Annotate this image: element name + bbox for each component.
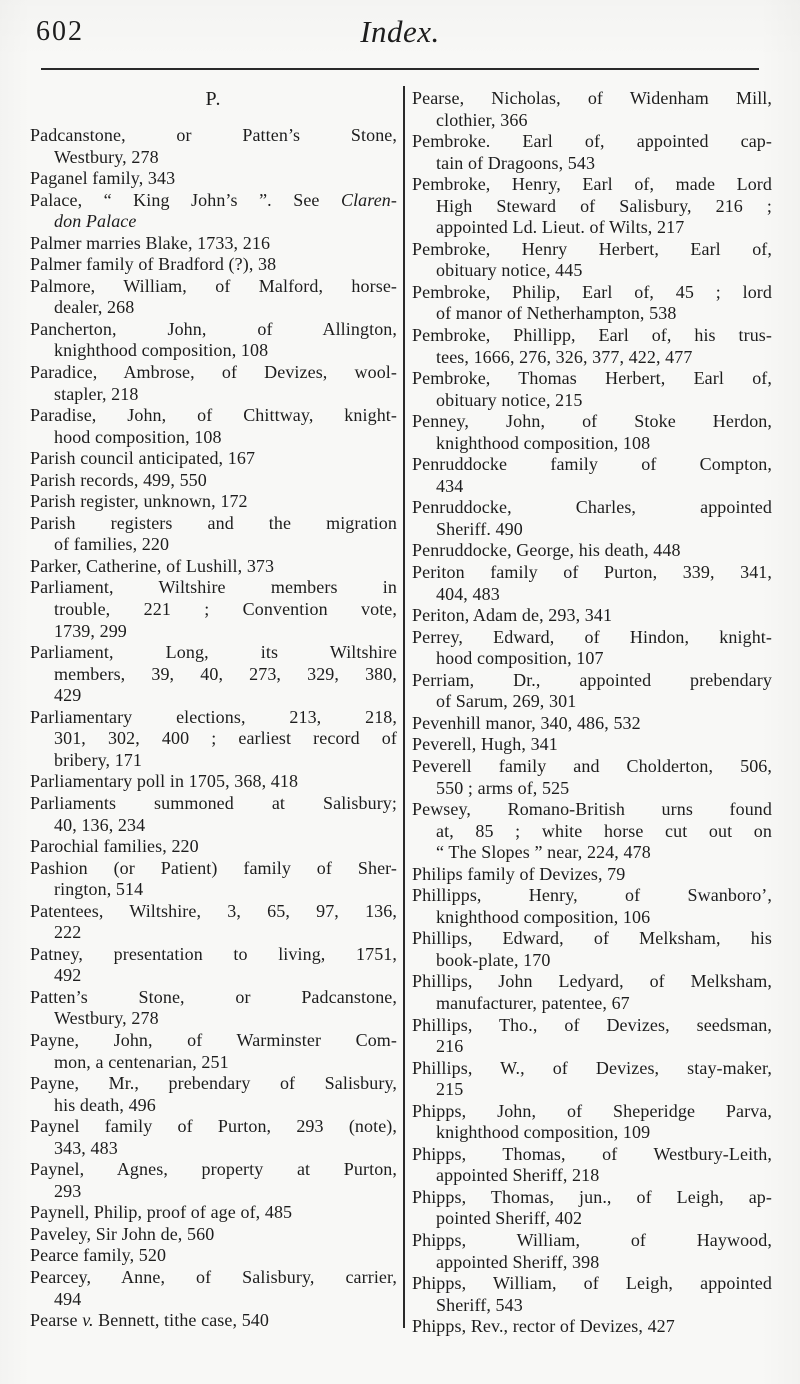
entry-line: Pembroke, Thomas Herbert, Earl of, bbox=[412, 368, 772, 389]
entry-line: Palmer marries Blake, 1733, 216 bbox=[30, 232, 271, 253]
index-entry bbox=[30, 1310, 397, 1332]
entry-continuation-line: hood composition, 108 bbox=[54, 426, 222, 447]
entry-line: Paveley, Sir John de, 560 bbox=[30, 1223, 215, 1244]
index-entry bbox=[412, 627, 772, 670]
index-entry bbox=[30, 1116, 397, 1159]
entry-continuation-line: mon, a centenarian, 251 bbox=[54, 1051, 229, 1072]
entry-continuation-line: 40, 136, 234 bbox=[54, 814, 146, 835]
entry-continuation-line: 550 ; arms of, 525 bbox=[436, 777, 570, 798]
index-entry bbox=[412, 1273, 772, 1316]
entry-line: Parish council anticipated, 167 bbox=[30, 448, 256, 469]
entry-continuation-line: of Sarum, 269, 301 bbox=[436, 691, 577, 712]
entry-line: Phillips, John Ledyard, of Melksham, bbox=[412, 971, 772, 992]
entry-continuation-line: 301, 302, 400 ; earliest record of bbox=[54, 728, 397, 749]
entry-line: Parliament, Wiltshire members in bbox=[30, 577, 397, 598]
entry-line: Philips family of Devizes, 79 bbox=[412, 863, 626, 884]
index-entry bbox=[412, 1058, 772, 1101]
index-entry bbox=[412, 131, 772, 174]
entry-continuation-line: members, 39, 40, 273, 329, 380, bbox=[54, 663, 397, 684]
entry-continuation-line: book-plate, 170 bbox=[436, 949, 551, 970]
entry-line: Padcanstone, or Patten’s Stone, bbox=[30, 125, 397, 145]
entry-line: Phipps, Thomas, jun., of Leigh, ap- bbox=[412, 1186, 772, 1207]
entry-continuation-line: High Steward of Salisbury, 216 ; bbox=[436, 195, 772, 216]
entry-continuation-line: knighthood composition, 106 bbox=[436, 906, 651, 927]
entry-continuation-line: clothier, 366 bbox=[436, 109, 528, 130]
index-entry bbox=[412, 239, 772, 282]
index-entry bbox=[412, 497, 772, 540]
index-entry bbox=[412, 605, 772, 627]
entry-line: Pembroke. Earl of, appointed cap- bbox=[412, 131, 772, 152]
index-entry bbox=[412, 756, 772, 799]
entry-continuation-line: trouble, 221 ; Convention vote, bbox=[54, 599, 397, 620]
entry-continuation-line: appointed Ld. Lieut. of Wilts, 217 bbox=[436, 217, 685, 238]
page-title: Index. bbox=[360, 14, 440, 49]
index-entry bbox=[412, 1316, 772, 1338]
entry-line: Pembroke, Philip, Earl of, 45 ; lord bbox=[412, 281, 772, 302]
index-entry bbox=[412, 885, 772, 928]
entry-continuation-line: Westbury, 278 bbox=[54, 1008, 159, 1029]
entry-line: Phipps, Thomas, of Westbury-Leith, bbox=[412, 1143, 772, 1164]
index-entry bbox=[30, 1030, 397, 1073]
index-entry bbox=[30, 1202, 397, 1224]
index-entry bbox=[30, 771, 397, 793]
index-entry bbox=[30, 233, 397, 255]
header-rule bbox=[41, 68, 759, 70]
entry-line: Paganel family, 343 bbox=[30, 168, 176, 189]
entry-line: Paynell, Philip, proof of age of, 485 bbox=[30, 1202, 293, 1223]
index-entry bbox=[412, 1015, 772, 1058]
index-entry bbox=[30, 1245, 397, 1267]
index-entry bbox=[30, 1159, 397, 1202]
index-entry bbox=[30, 987, 397, 1030]
entry-line: Pembroke, Henry Herbert, Earl of, bbox=[412, 238, 772, 259]
entry-line: Phipps, Rev., rector of Devizes, 427 bbox=[412, 1316, 675, 1337]
index-entry bbox=[30, 448, 397, 470]
entry-line: Pashion (or Patient) family of Sher- bbox=[30, 857, 397, 878]
index-entry bbox=[412, 174, 772, 239]
entry-line: Periton family of Purton, 339, 341, bbox=[412, 562, 772, 583]
index-entry bbox=[30, 125, 397, 168]
index-entry bbox=[30, 168, 397, 190]
index-entry bbox=[412, 1144, 772, 1187]
index-entry bbox=[412, 325, 772, 368]
index-entry bbox=[412, 1230, 772, 1273]
entry-line: Patten’s Stone, or Padcanstone, bbox=[30, 986, 397, 1007]
index-entry bbox=[412, 864, 772, 886]
index-entry bbox=[30, 836, 397, 858]
entry-continuation-line: knighthood composition, 108 bbox=[54, 340, 269, 361]
entry-line: Pembroke, Phillipp, Earl of, his trus- bbox=[412, 325, 772, 346]
index-entry bbox=[412, 282, 772, 325]
entry-line: Periton, Adam de, 293, 341 bbox=[412, 605, 613, 626]
entry-line: Perriam, Dr., appointed prebendary bbox=[412, 669, 772, 690]
index-entry bbox=[30, 276, 397, 319]
entry-continuation-line: Sheriff, 543 bbox=[436, 1294, 523, 1315]
index-entry bbox=[30, 793, 397, 836]
entry-line: Parker, Catherine, of Lushill, 373 bbox=[30, 555, 275, 576]
entry-continuation-line: rington, 514 bbox=[54, 879, 144, 900]
entry-line: Payne, John, of Warminster Com- bbox=[30, 1029, 397, 1050]
entry-line: Paynel family of Purton, 293 (note), bbox=[30, 1116, 397, 1137]
entry-line: Pancherton, John, of Allington, bbox=[30, 318, 397, 339]
index-entry bbox=[30, 707, 397, 772]
entry-line: Phillipps, Henry, of Swanboro’, bbox=[412, 885, 772, 906]
index-entry bbox=[30, 362, 397, 405]
index-entry bbox=[30, 254, 397, 276]
index-entry bbox=[30, 405, 397, 448]
entry-continuation-line: 1739, 299 bbox=[54, 620, 127, 641]
entry-continuation-line: knighthood composition, 108 bbox=[436, 432, 651, 453]
entry-line: Patentees, Wiltshire, 3, 65, 97, 136, bbox=[30, 900, 397, 921]
index-entry bbox=[30, 642, 397, 707]
entry-continuation-line: pointed Sheriff, 402 bbox=[436, 1208, 583, 1229]
entry-continuation-line: obituary notice, 215 bbox=[436, 389, 583, 410]
index-entry bbox=[412, 411, 772, 454]
entry-line: Phillips, W., of Devizes, stay-maker, bbox=[412, 1057, 772, 1078]
index-entry bbox=[412, 713, 772, 735]
entry-continuation-line: obituary notice, 445 bbox=[436, 260, 583, 281]
entry-continuation-line: tain of Dragoons, 543 bbox=[436, 152, 596, 173]
entry-line: Pearce family, 520 bbox=[30, 1245, 167, 1266]
entry-line: Parish registers and the migration bbox=[30, 512, 397, 533]
left-column bbox=[30, 88, 397, 1332]
entry-continuation-line: stapler, 218 bbox=[54, 383, 139, 404]
section-heading: P. bbox=[205, 88, 222, 110]
entry-line: Peverell, Hugh, 341 bbox=[412, 734, 558, 755]
entry-line: Penney, John, of Stoke Herdon, bbox=[412, 411, 772, 432]
index-entry bbox=[30, 513, 397, 556]
entry-line: Penruddocke family of Compton, bbox=[412, 454, 772, 475]
entry-continuation-line: tees, 1666, 276, 326, 377, 422, 477 bbox=[436, 346, 693, 367]
entry-line: Payne, Mr., prebendary of Salisbury, bbox=[30, 1073, 397, 1094]
entry-continuation-line: of manor of Netherhampton, 538 bbox=[436, 303, 677, 324]
right-column bbox=[412, 88, 772, 1338]
index-entry bbox=[412, 454, 772, 497]
index-entry bbox=[412, 88, 772, 131]
entry-continuation-line: 293 bbox=[54, 1180, 82, 1201]
entry-continuation-line: at, 85 ; white horse cut out on bbox=[436, 820, 772, 841]
entry-line: Paradice, Ambrose, of Devizes, wool- bbox=[30, 362, 397, 383]
entry-line: Palace, “ King John’s ”. See Claren- bbox=[30, 189, 397, 210]
entry-continuation-line: 434 bbox=[436, 475, 464, 496]
entry-line: Parliamentary elections, 213, 218, bbox=[30, 706, 397, 727]
entry-line: Perrey, Edward, of Hindon, knight- bbox=[412, 626, 772, 647]
entry-line: Pearse, Nicholas, of Widenham Mill, bbox=[412, 88, 772, 108]
index-entry bbox=[30, 1073, 397, 1116]
entry-line: Pearse v. Bennett, tithe case, 540 bbox=[30, 1310, 269, 1331]
index-entry bbox=[412, 1101, 772, 1144]
index-entry bbox=[30, 190, 397, 233]
index-entry bbox=[30, 1224, 397, 1246]
index-entry bbox=[412, 928, 772, 971]
entry-continuation-line: 429 bbox=[54, 685, 82, 706]
entry-line: Pevenhill manor, 340, 486, 532 bbox=[412, 712, 641, 733]
entry-continuation-line: appointed Sheriff, 218 bbox=[436, 1165, 600, 1186]
column-divider bbox=[403, 86, 405, 1328]
entry-continuation-line: bribery, 171 bbox=[54, 749, 143, 770]
entry-continuation-line: 494 bbox=[54, 1288, 82, 1309]
entry-line: Pewsey, Romano-British urns found bbox=[412, 799, 772, 820]
entry-continuation-line: of families, 220 bbox=[54, 534, 170, 555]
index-entry bbox=[412, 734, 772, 756]
entry-continuation-line: his death, 496 bbox=[54, 1094, 156, 1115]
entry-continuation-line: “ The Slopes ” near, 224, 478 bbox=[436, 842, 651, 863]
entry-line: Parochial families, 220 bbox=[30, 836, 199, 857]
index-entry bbox=[30, 858, 397, 901]
entry-line: Pearcey, Anne, of Salisbury, carrier, bbox=[30, 1266, 397, 1287]
entry-continuation-line: appointed Sheriff, 398 bbox=[436, 1251, 600, 1272]
entry-continuation-line: don Palace bbox=[54, 211, 137, 232]
entry-line: Parliaments summoned at Salisbury; bbox=[30, 792, 397, 813]
index-entry bbox=[30, 944, 397, 987]
entry-line: Penruddocke, George, his death, 448 bbox=[412, 540, 681, 561]
entry-line: Pembroke, Henry, Earl of, made Lord bbox=[412, 174, 772, 195]
index-entry bbox=[30, 1267, 397, 1310]
entry-line: Parliament, Long, its Wiltshire bbox=[30, 642, 397, 663]
entry-line: Palmer family of Bradford (?), 38 bbox=[30, 254, 277, 275]
entry-line: Paynel, Agnes, property at Purton, bbox=[30, 1159, 397, 1180]
entry-line: Parish records, 499, 550 bbox=[30, 469, 207, 490]
index-entry bbox=[412, 1187, 772, 1230]
entry-line: Phipps, William, of Haywood, bbox=[412, 1229, 772, 1250]
entry-line: Palmore, William, of Malford, horse- bbox=[30, 275, 397, 296]
index-entry bbox=[30, 470, 397, 492]
entry-line: Peverell family and Cholderton, 506, bbox=[412, 755, 772, 776]
entry-line: Patney, presentation to living, 1751, bbox=[30, 943, 397, 964]
entry-continuation-line: 343, 483 bbox=[54, 1137, 118, 1158]
entry-line: Phillips, Tho., of Devizes, seedsman, bbox=[412, 1014, 772, 1035]
entry-continuation-line: 492 bbox=[54, 965, 82, 986]
index-entry bbox=[412, 799, 772, 864]
entry-line: Phipps, William, of Leigh, appointed bbox=[412, 1273, 772, 1294]
index-entry bbox=[412, 540, 772, 562]
entry-continuation-line: 216 bbox=[436, 1036, 464, 1057]
index-entry bbox=[412, 670, 772, 713]
entry-line: Penruddocke, Charles, appointed bbox=[412, 497, 772, 518]
entry-continuation-line: knighthood composition, 109 bbox=[436, 1122, 651, 1143]
index-entry bbox=[30, 577, 397, 642]
entry-line: Parliamentary poll in 1705, 368, 418 bbox=[30, 771, 299, 792]
entry-continuation-line: 222 bbox=[54, 922, 82, 943]
entry-continuation-line: hood composition, 107 bbox=[436, 648, 604, 669]
index-entry bbox=[30, 556, 397, 578]
entry-line: Parish register, unknown, 172 bbox=[30, 491, 248, 512]
entry-line: Phipps, John, of Sheperidge Parva, bbox=[412, 1100, 772, 1121]
index-entry bbox=[412, 971, 772, 1014]
page-number: 602 bbox=[36, 16, 84, 47]
entry-line: Paradise, John, of Chittway, knight- bbox=[30, 405, 397, 426]
entry-continuation-line: 404, 483 bbox=[436, 583, 500, 604]
index-entry bbox=[412, 562, 772, 605]
entry-continuation-line: Westbury, 278 bbox=[54, 146, 159, 167]
entry-continuation-line: Sheriff. 490 bbox=[436, 518, 523, 539]
entry-continuation-line: manufacturer, patentee, 67 bbox=[436, 992, 630, 1013]
index-entry bbox=[30, 319, 397, 362]
entry-continuation-line: 215 bbox=[436, 1079, 464, 1100]
index-entry bbox=[412, 368, 772, 411]
entry-line: Phillips, Edward, of Melksham, his bbox=[412, 928, 772, 949]
index-entry bbox=[30, 901, 397, 944]
entry-continuation-line: dealer, 268 bbox=[54, 297, 135, 318]
index-entry bbox=[30, 491, 397, 513]
